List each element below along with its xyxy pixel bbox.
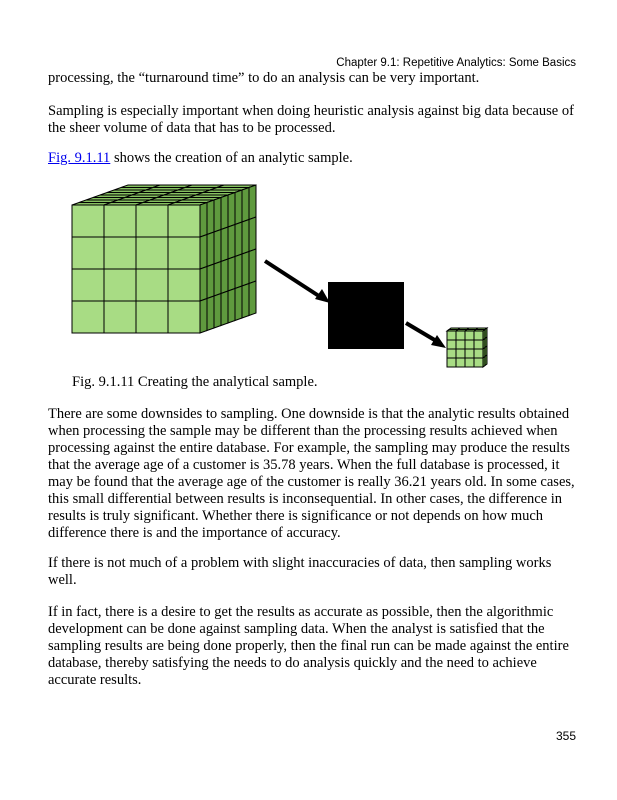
cube-side-cell xyxy=(235,254,242,289)
cube-side-cell xyxy=(200,203,207,238)
cube-front-cell xyxy=(168,301,200,333)
cube-front-cell xyxy=(72,205,104,237)
small-front-cell xyxy=(465,358,474,367)
cube-front-cell xyxy=(136,237,168,269)
cube-front-cell xyxy=(104,269,136,301)
figure-caption: Fig. 9.1.11 Creating the analytical sample. xyxy=(72,374,318,390)
figure-illustration xyxy=(60,178,500,376)
small-front-cell xyxy=(465,349,474,358)
cube-side-cell xyxy=(228,225,235,260)
cube-side-cell xyxy=(249,217,256,252)
small-front-cell xyxy=(456,358,465,367)
analytic-sample-figure xyxy=(60,178,500,376)
analytic-sample-cube xyxy=(447,328,487,367)
cube-side-cell xyxy=(228,257,235,292)
figure-reference-text: shows the creation of an analytic sample. xyxy=(110,150,353,166)
small-front-cell xyxy=(474,358,483,367)
cube-side-cell xyxy=(207,200,214,235)
cube-front-cell xyxy=(72,301,104,333)
cube-side-cell xyxy=(242,284,249,319)
cube-front-cell xyxy=(136,301,168,333)
small-front-cell xyxy=(447,331,456,340)
cube-side-cell xyxy=(249,281,256,316)
small-front-cell xyxy=(474,340,483,349)
small-front-cell xyxy=(456,331,465,340)
cube-side-cell xyxy=(235,286,242,321)
cube-front-cell xyxy=(104,301,136,333)
arrow-to-sample-icon xyxy=(406,323,446,348)
paragraph-accurate-results: If in fact, there is a desire to get the results as accurate as possible, then the algorithmic development can be done against sampling data. When the analyst is satisfied that the sampling results are being done properly, then the final run can be made against the entire database, thereby satisfying the needs to do analysis quickly and the need to achieve accurate results. xyxy=(48,604,569,688)
paragraph-turnaround: processing, the “turnaround time” to do an analysis can be very important. xyxy=(48,70,480,86)
page-number: 355 xyxy=(555,729,576,743)
small-front-cell xyxy=(447,340,456,349)
cube-front-cell xyxy=(136,269,168,301)
small-front-cell xyxy=(456,349,465,358)
cube-side-cell xyxy=(228,193,235,228)
cube-side-cell xyxy=(207,232,214,267)
cube-side-cell xyxy=(200,299,207,334)
small-front-cell xyxy=(465,340,474,349)
running-header: Chapter 9.1: Repetitive Analytics: Some Basics xyxy=(336,57,576,69)
cube-side-cell xyxy=(214,198,221,233)
cube-side-cell xyxy=(221,195,228,230)
cube-front-cell xyxy=(104,205,136,237)
paragraph-figure-reference xyxy=(48,150,578,167)
small-front-cell xyxy=(456,340,465,349)
paragraph-sampling-downsides: There are some downsides to sampling. One downside is that the analytic results obtained when processing the sample may be different than the processing results achieved when processing against the entire database. For example, the sampling may produce the results that the average age of a customer is 35.78 years. When the full database is processed, it may be found that the average age of the customer is really 36.21 years old. In some cases, this small differential between results is inconsequential. In other cases, the difference in results is truly significant. Whether there is significance or not depends on how much difference there is and the importance of accuracy. xyxy=(48,406,575,541)
cube-side-cell xyxy=(207,264,214,299)
arrow-to-process-icon xyxy=(265,261,330,303)
cube-front-cell xyxy=(104,237,136,269)
cube-side-cell xyxy=(249,249,256,284)
small-front-cell xyxy=(465,331,474,340)
cube-side-cell xyxy=(242,188,249,223)
analytic-process-box xyxy=(328,282,404,349)
small-front-cell xyxy=(474,331,483,340)
cube-side-cell xyxy=(235,222,242,257)
cube-side-cell xyxy=(249,185,256,220)
small-front-cell xyxy=(447,349,456,358)
cube-side-cell xyxy=(214,294,221,329)
small-front-cell xyxy=(447,358,456,367)
cube-side-cell xyxy=(221,291,228,326)
cube-front-cell xyxy=(168,269,200,301)
small-front-cell xyxy=(474,349,483,358)
cube-side-cell xyxy=(200,235,207,270)
cube-side-cell xyxy=(207,296,214,331)
cube-side-cell xyxy=(242,220,249,255)
paragraph-sampling-works: If there is not much of a problem with slight inaccuracies of data, then sampling works well. xyxy=(48,555,552,588)
cube-front-cell xyxy=(168,237,200,269)
cube-front-cell xyxy=(136,205,168,237)
cube-side-cell xyxy=(228,289,235,324)
figure-link[interactable]: Fig. 9.1.11 xyxy=(48,150,111,166)
big-data-cube xyxy=(72,185,256,333)
paragraph-sampling-importance: Sampling is especially important when doing heuristic analysis against big data because of the sheer volume of data that has to be processed. xyxy=(48,103,574,136)
cube-side-cell xyxy=(221,259,228,294)
cube-side-cell xyxy=(221,227,228,262)
cube-side-cell xyxy=(214,262,221,297)
cube-front-cell xyxy=(72,269,104,301)
cube-front-cell xyxy=(168,205,200,237)
cube-side-cell xyxy=(235,190,242,225)
cube-front-cell xyxy=(72,237,104,269)
cube-side-cell xyxy=(242,252,249,287)
cube-side-cell xyxy=(214,230,221,265)
cube-side-cell xyxy=(200,267,207,302)
